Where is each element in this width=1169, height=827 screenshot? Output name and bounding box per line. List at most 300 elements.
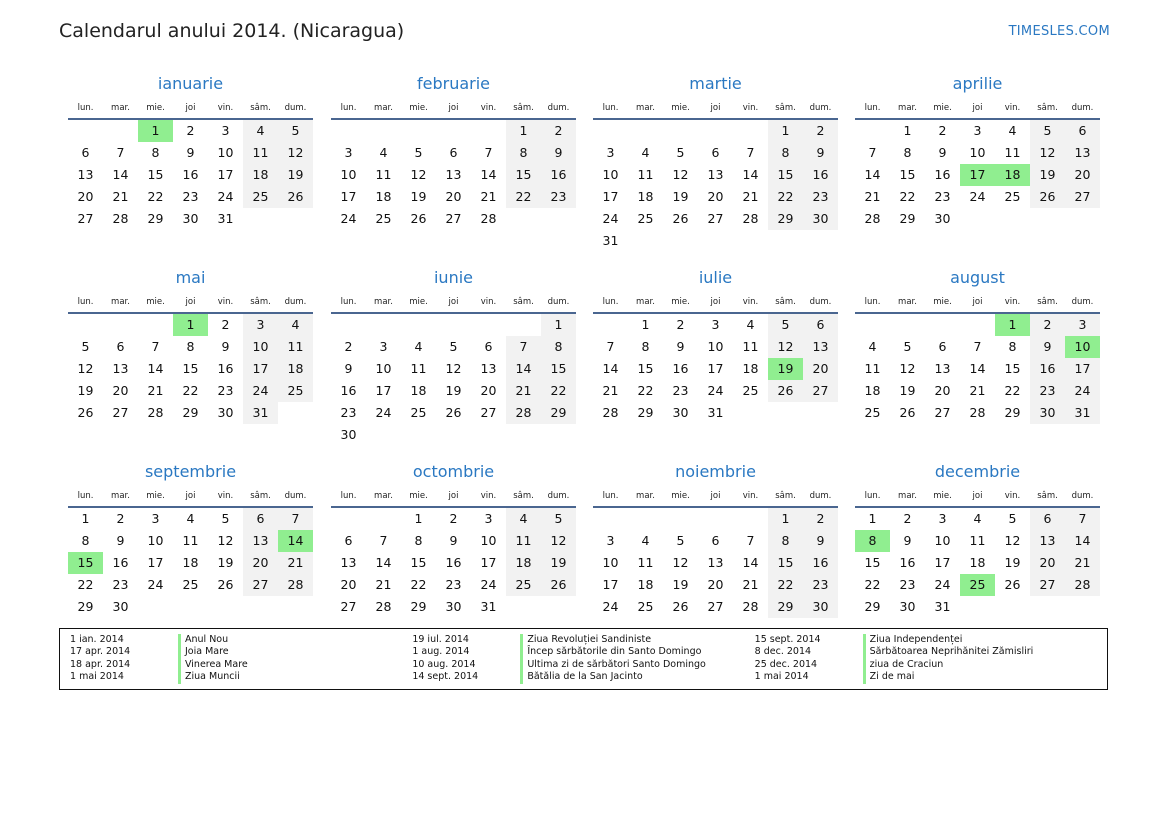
month-mai: [68, 266, 313, 424]
calendar-day: 7: [606, 339, 615, 354]
calendar-day: 4: [506, 508, 541, 530]
calendar-day: 14: [742, 555, 759, 570]
legend-holiday-name: Ziua Revoluției Sandiniste: [520, 634, 651, 646]
calendar-day: 15: [864, 555, 881, 570]
calendar-day: 25: [182, 577, 199, 592]
calendar-day: 14: [969, 361, 986, 376]
calendar-day: 10: [217, 145, 234, 160]
calendar-day: 20: [803, 358, 838, 380]
calendar-day: 13: [77, 167, 94, 182]
calendar-day: 4: [379, 145, 388, 160]
calendar-day: 3: [344, 145, 353, 160]
calendar-day: 26: [768, 380, 803, 402]
calendar-day: 30: [672, 405, 689, 420]
month-name: februarie: [416, 74, 491, 93]
calendar-day: 30: [803, 596, 838, 618]
calendar-day: 14: [1065, 530, 1100, 552]
legend-date: 8 dec. 2014: [754, 646, 812, 658]
empty-day: [331, 508, 366, 530]
calendar-day: 25: [375, 211, 392, 226]
calendar-day: 4: [1008, 123, 1017, 138]
calendar-day: 23: [803, 186, 838, 208]
empty-day: [138, 314, 173, 336]
calendar-day: 1: [768, 120, 803, 142]
calendar-day: 9: [449, 533, 458, 548]
calendar-day: 11: [278, 336, 313, 358]
calendar-day: 8: [1008, 339, 1017, 354]
calendar-day: 12: [445, 361, 462, 376]
month-septembrie: [68, 460, 313, 618]
empty-day: [698, 508, 733, 530]
calendar-day: 16: [1030, 358, 1065, 380]
legend-column: [70, 634, 412, 689]
empty-day: [401, 314, 436, 336]
calendar-day: 7: [506, 336, 541, 358]
calendar-day: 27: [243, 574, 278, 596]
calendar-day: 18: [637, 577, 654, 592]
calendar-day: 1: [903, 123, 912, 138]
legend-date: 15 sept. 2014: [754, 634, 821, 645]
legend-date: 14 sept. 2014: [412, 671, 479, 683]
brand-link[interactable]: TIMESLES.COM: [1008, 24, 1110, 39]
month-name: octombrie: [412, 462, 495, 481]
calendar-day: 13: [707, 555, 724, 570]
calendar-day: 5: [903, 339, 912, 354]
legend-date: 1 ian. 2014: [70, 634, 124, 645]
empty-day: [628, 120, 663, 142]
weekday-header: vin.: [733, 96, 768, 120]
calendar-day: 21: [602, 383, 619, 398]
month-grid: [593, 290, 838, 424]
month-februarie: [331, 72, 576, 230]
calendar-day: 7: [151, 339, 160, 354]
calendar-day: 11: [637, 167, 654, 182]
weekday-header: lun.: [331, 290, 366, 314]
weekday-header: vin.: [208, 290, 243, 314]
calendar-day: 27: [77, 211, 94, 226]
calendar-day: 24: [375, 405, 392, 420]
calendar-day: 28: [112, 211, 129, 226]
calendar-day: 4: [186, 511, 195, 526]
calendar-day: 9: [186, 145, 195, 160]
weekday-header: mar.: [628, 96, 663, 120]
calendar-day: 27: [707, 599, 724, 614]
calendar-day: 24: [1065, 380, 1100, 402]
calendar-day: 29: [541, 402, 576, 424]
empty-day: [698, 120, 733, 142]
calendar-day: 20: [934, 383, 951, 398]
calendar-day: 31: [934, 599, 951, 614]
weekday-header: lun.: [855, 290, 890, 314]
month-name: iulie: [698, 268, 733, 287]
calendar-day: 6: [484, 339, 493, 354]
calendar-day: 15: [506, 164, 541, 186]
calendar-day: 25: [1004, 189, 1021, 204]
calendar-day: 7: [868, 145, 877, 160]
month-iulie: [593, 266, 838, 424]
weekday-header: mie.: [138, 290, 173, 314]
calendar-day: 15: [410, 555, 427, 570]
calendar-day: 30: [112, 599, 129, 614]
month-name: august: [950, 268, 1005, 287]
calendar-day: 28: [969, 405, 986, 420]
calendar-day: 19: [217, 555, 234, 570]
weekday-header: vin.: [471, 96, 506, 120]
calendar-day: 27: [1030, 574, 1065, 596]
month-grid: [855, 96, 1100, 230]
calendar-day: 3: [973, 123, 982, 138]
calendar-day: 8: [768, 142, 803, 164]
legend-item: [755, 659, 1097, 671]
weekday-header: dum.: [1065, 290, 1100, 314]
weekday-header: vin.: [733, 290, 768, 314]
calendar-day: 14: [480, 167, 497, 182]
calendar-day: 21: [742, 189, 759, 204]
weekday-header: dum.: [278, 290, 313, 314]
weekday-header: dum.: [803, 484, 838, 508]
calendar-day: 16: [112, 555, 129, 570]
calendar-day: 11: [375, 167, 392, 182]
calendar-day: 2: [541, 120, 576, 142]
calendar-day: 7: [746, 145, 755, 160]
calendar-day: 19: [1004, 555, 1021, 570]
weekday-header: vin.: [208, 96, 243, 120]
page-title: Calendarul anului 2014. (Nicaragua): [59, 20, 405, 42]
calendar-day: 26: [1030, 186, 1065, 208]
legend-date: 1 mai 2014: [70, 671, 124, 683]
calendar-day: 19: [278, 164, 313, 186]
weekday-header: mar.: [890, 96, 925, 120]
calendar-day: 7: [379, 533, 388, 548]
calendar-day: 29: [410, 599, 427, 614]
calendar-day: 31: [217, 211, 234, 226]
calendar-day: 7: [1065, 508, 1100, 530]
holiday-day: 19: [768, 358, 803, 380]
calendar-day: 15: [768, 164, 803, 186]
weekday-header: dum.: [541, 484, 576, 508]
calendar-day: 22: [864, 577, 881, 592]
calendar-day: 20: [707, 577, 724, 592]
legend-item: [412, 671, 754, 683]
legend-date: 18 apr. 2014: [70, 658, 131, 670]
calendar-day: 9: [676, 339, 685, 354]
calendar-day: 7: [278, 508, 313, 530]
calendar-day: 5: [414, 145, 423, 160]
calendar-day: 15: [899, 167, 916, 182]
weekday-header: sâm.: [506, 484, 541, 508]
calendar-day: 21: [742, 577, 759, 592]
calendar-day: 22: [77, 577, 94, 592]
calendar-day: 15: [182, 361, 199, 376]
calendar-day: 1: [641, 317, 650, 332]
calendar-day: 24: [969, 189, 986, 204]
weekday-header: sâm.: [768, 96, 803, 120]
calendar-day: 3: [711, 317, 720, 332]
calendar-day: 1: [81, 511, 90, 526]
calendar-day: 13: [112, 361, 129, 376]
calendar-day: 3: [938, 511, 947, 526]
calendar-day: 29: [899, 211, 916, 226]
calendar-day: 2: [1030, 314, 1065, 336]
calendar-day: 10: [480, 533, 497, 548]
calendar-day: 14: [864, 167, 881, 182]
calendar-day: 6: [1065, 120, 1100, 142]
calendar-day: 10: [375, 361, 392, 376]
calendar-day: 9: [221, 339, 230, 354]
calendar-day: 15: [768, 552, 803, 574]
calendar-day: 3: [379, 339, 388, 354]
calendar-day: 29: [637, 405, 654, 420]
calendar-day: 6: [938, 339, 947, 354]
calendar-day: 12: [410, 167, 427, 182]
calendar-day: 10: [602, 167, 619, 182]
calendar-day: 26: [217, 577, 234, 592]
calendar-day: 29: [1004, 405, 1021, 420]
calendar-day: 25: [410, 405, 427, 420]
calendar-day: 16: [934, 167, 951, 182]
weekday-header: mar.: [628, 290, 663, 314]
month-grid: [331, 290, 576, 446]
calendar-day: 11: [410, 361, 427, 376]
weekday-header: lun.: [593, 290, 628, 314]
weekday-header: sâm.: [506, 96, 541, 120]
holiday-day: 15: [68, 552, 103, 574]
calendar-day: 22: [768, 574, 803, 596]
calendar-day: 18: [506, 552, 541, 574]
weekday-header: mar.: [890, 484, 925, 508]
weekday-header: vin.: [733, 484, 768, 508]
calendar-day: 27: [112, 405, 129, 420]
calendar-day: 13: [445, 167, 462, 182]
calendar-day: 31: [1065, 402, 1100, 424]
calendar-day: 23: [934, 189, 951, 204]
calendar-day: 13: [340, 555, 357, 570]
calendar-day: 22: [147, 189, 164, 204]
weekday-header: mie.: [663, 484, 698, 508]
calendar-day: 27: [1065, 186, 1100, 208]
empty-day: [628, 508, 663, 530]
calendar-day: 2: [803, 508, 838, 530]
weekday-header: mar.: [103, 484, 138, 508]
calendar-day: 26: [445, 405, 462, 420]
month-martie: [593, 72, 838, 252]
weekday-header: joi: [960, 484, 995, 508]
weekday-header: mie.: [138, 96, 173, 120]
calendar-day: 17: [1065, 358, 1100, 380]
legend-holiday-name: Încep sărbătorile din Santo Domingo: [520, 646, 701, 658]
empty-day: [506, 314, 541, 336]
calendar-day: 12: [768, 336, 803, 358]
calendar-day: 23: [182, 189, 199, 204]
calendar-day: 26: [410, 211, 427, 226]
calendar-day: 3: [1065, 314, 1100, 336]
weekday-header: dum.: [1065, 484, 1100, 508]
legend-holiday-name: Sărbătoarea Neprihănitei Zămisliri: [863, 646, 1034, 658]
calendar-day: 10: [934, 533, 951, 548]
weekday-header: mar.: [890, 290, 925, 314]
empty-day: [331, 314, 366, 336]
legend-column: [412, 634, 754, 689]
weekday-header: mie.: [138, 484, 173, 508]
calendar-day: 1: [506, 120, 541, 142]
month-name: noiembrie: [675, 462, 756, 481]
calendar-day: 17: [217, 167, 234, 182]
empty-day: [593, 508, 628, 530]
calendar-day: 21: [147, 383, 164, 398]
calendar-day: 17: [934, 555, 951, 570]
holiday-day: 14: [278, 530, 313, 552]
calendar-day: 5: [449, 339, 458, 354]
calendar-day: 13: [707, 167, 724, 182]
weekday-header: sâm.: [1030, 484, 1065, 508]
calendar-day: 1: [768, 508, 803, 530]
month-aprilie: [855, 72, 1100, 230]
calendar-day: 28: [742, 599, 759, 614]
calendar-day: 16: [541, 164, 576, 186]
weekday-header: lun.: [593, 484, 628, 508]
calendar-day: 17: [340, 189, 357, 204]
calendar-day: 4: [414, 339, 423, 354]
legend-date: 1 mai 2014: [754, 671, 809, 683]
calendar-day: 18: [243, 164, 278, 186]
calendar-day: 12: [1030, 142, 1065, 164]
empty-day: [366, 508, 401, 530]
legend-date: 19 iul. 2014: [412, 634, 469, 645]
calendar-day: 9: [1030, 336, 1065, 358]
weekday-header: dum.: [803, 96, 838, 120]
calendar-day: 10: [340, 167, 357, 182]
calendar-day: 8: [186, 339, 195, 354]
calendar-day: 14: [602, 361, 619, 376]
month-grid: [855, 290, 1100, 424]
weekday-header: sâm.: [506, 290, 541, 314]
calendar-day: 17: [602, 189, 619, 204]
calendar-day: 25: [742, 383, 759, 398]
month-name: septembrie: [144, 462, 237, 481]
empty-day: [593, 314, 628, 336]
calendar-day: 23: [899, 577, 916, 592]
holiday-day: 1: [995, 314, 1030, 336]
calendar-day: 19: [541, 552, 576, 574]
calendar-day: 30: [445, 599, 462, 614]
weekday-header: lun.: [593, 96, 628, 120]
legend-holiday-name: Vinerea Mare: [178, 659, 248, 671]
calendar-day: 8: [768, 530, 803, 552]
calendar-day: 4: [641, 533, 650, 548]
weekday-header: mie.: [925, 484, 960, 508]
calendar-day: 11: [742, 339, 759, 354]
weekday-header: mar.: [628, 484, 663, 508]
calendar-day: 13: [243, 530, 278, 552]
calendar-day: 16: [182, 167, 199, 182]
calendar-day: 27: [707, 211, 724, 226]
calendar-day: 28: [742, 211, 759, 226]
calendar-day: 27: [445, 211, 462, 226]
calendar-day: 3: [221, 123, 230, 138]
calendar-day: 22: [410, 577, 427, 592]
month-grid: [593, 484, 838, 618]
calendar-day: 9: [541, 142, 576, 164]
calendar-day: 28: [864, 211, 881, 226]
calendar-day: 18: [742, 361, 759, 376]
weekday-header: sâm.: [243, 96, 278, 120]
weekday-header: lun.: [68, 484, 103, 508]
calendar-day: 24: [707, 383, 724, 398]
weekday-header: mie.: [663, 96, 698, 120]
calendar-day: 30: [934, 211, 951, 226]
calendar-day: 6: [243, 508, 278, 530]
calendar-day: 11: [182, 533, 199, 548]
weekday-header: mar.: [366, 290, 401, 314]
weekday-header: joi: [173, 290, 208, 314]
month-name: mai: [175, 268, 206, 287]
calendar-day: 30: [340, 427, 357, 442]
legend-holiday-name: ziua de Craciun: [863, 659, 944, 671]
calendar-day: 27: [934, 405, 951, 420]
calendar-day: 6: [711, 145, 720, 160]
calendar-day: 1: [541, 314, 576, 336]
calendar-day: 19: [672, 189, 689, 204]
empty-day: [366, 314, 401, 336]
calendar-day: 2: [449, 511, 458, 526]
weekday-header: joi: [960, 290, 995, 314]
weekday-header: joi: [436, 290, 471, 314]
holiday-day: 1: [138, 120, 173, 142]
calendar-day: 4: [746, 317, 755, 332]
calendar-day: 1: [414, 511, 423, 526]
weekday-header: dum.: [278, 96, 313, 120]
calendar-day: 29: [864, 599, 881, 614]
calendar-day: 14: [112, 167, 129, 182]
calendar-day: 8: [541, 336, 576, 358]
calendar-day: 30: [217, 405, 234, 420]
calendar-day: 24: [340, 211, 357, 226]
weekday-header: joi: [960, 96, 995, 120]
weekday-header: mie.: [663, 290, 698, 314]
weekday-header: joi: [173, 96, 208, 120]
weekday-header: dum.: [541, 96, 576, 120]
calendar-day: 13: [934, 361, 951, 376]
calendar-day: 6: [344, 533, 353, 548]
calendar-day: 30: [182, 211, 199, 226]
calendar-day: 20: [340, 577, 357, 592]
weekday-header: mar.: [103, 96, 138, 120]
empty-day: [401, 120, 436, 142]
calendar-day: 31: [243, 402, 278, 424]
calendar-day: 31: [602, 233, 619, 248]
month-name: martie: [689, 74, 742, 93]
calendar-day: 11: [637, 555, 654, 570]
calendar-day: 2: [938, 123, 947, 138]
weekday-header: lun.: [331, 484, 366, 508]
calendar-day: 21: [375, 577, 392, 592]
calendar-day: 12: [1004, 533, 1021, 548]
calendar-day: 17: [147, 555, 164, 570]
empty-day: [471, 120, 506, 142]
calendar-day: 20: [77, 189, 94, 204]
calendar-day: 23: [217, 383, 234, 398]
empty-day: [663, 120, 698, 142]
legend-column: [755, 634, 1097, 689]
calendar-day: 8: [81, 533, 90, 548]
weekday-header: sâm.: [768, 290, 803, 314]
calendar-day: 29: [182, 405, 199, 420]
calendar-day: 18: [969, 555, 986, 570]
calendar-day: 12: [77, 361, 94, 376]
legend-holiday-name: Ziua Muncii: [178, 671, 240, 683]
weekday-header: mie.: [925, 96, 960, 120]
holiday-day: 18: [995, 164, 1030, 186]
